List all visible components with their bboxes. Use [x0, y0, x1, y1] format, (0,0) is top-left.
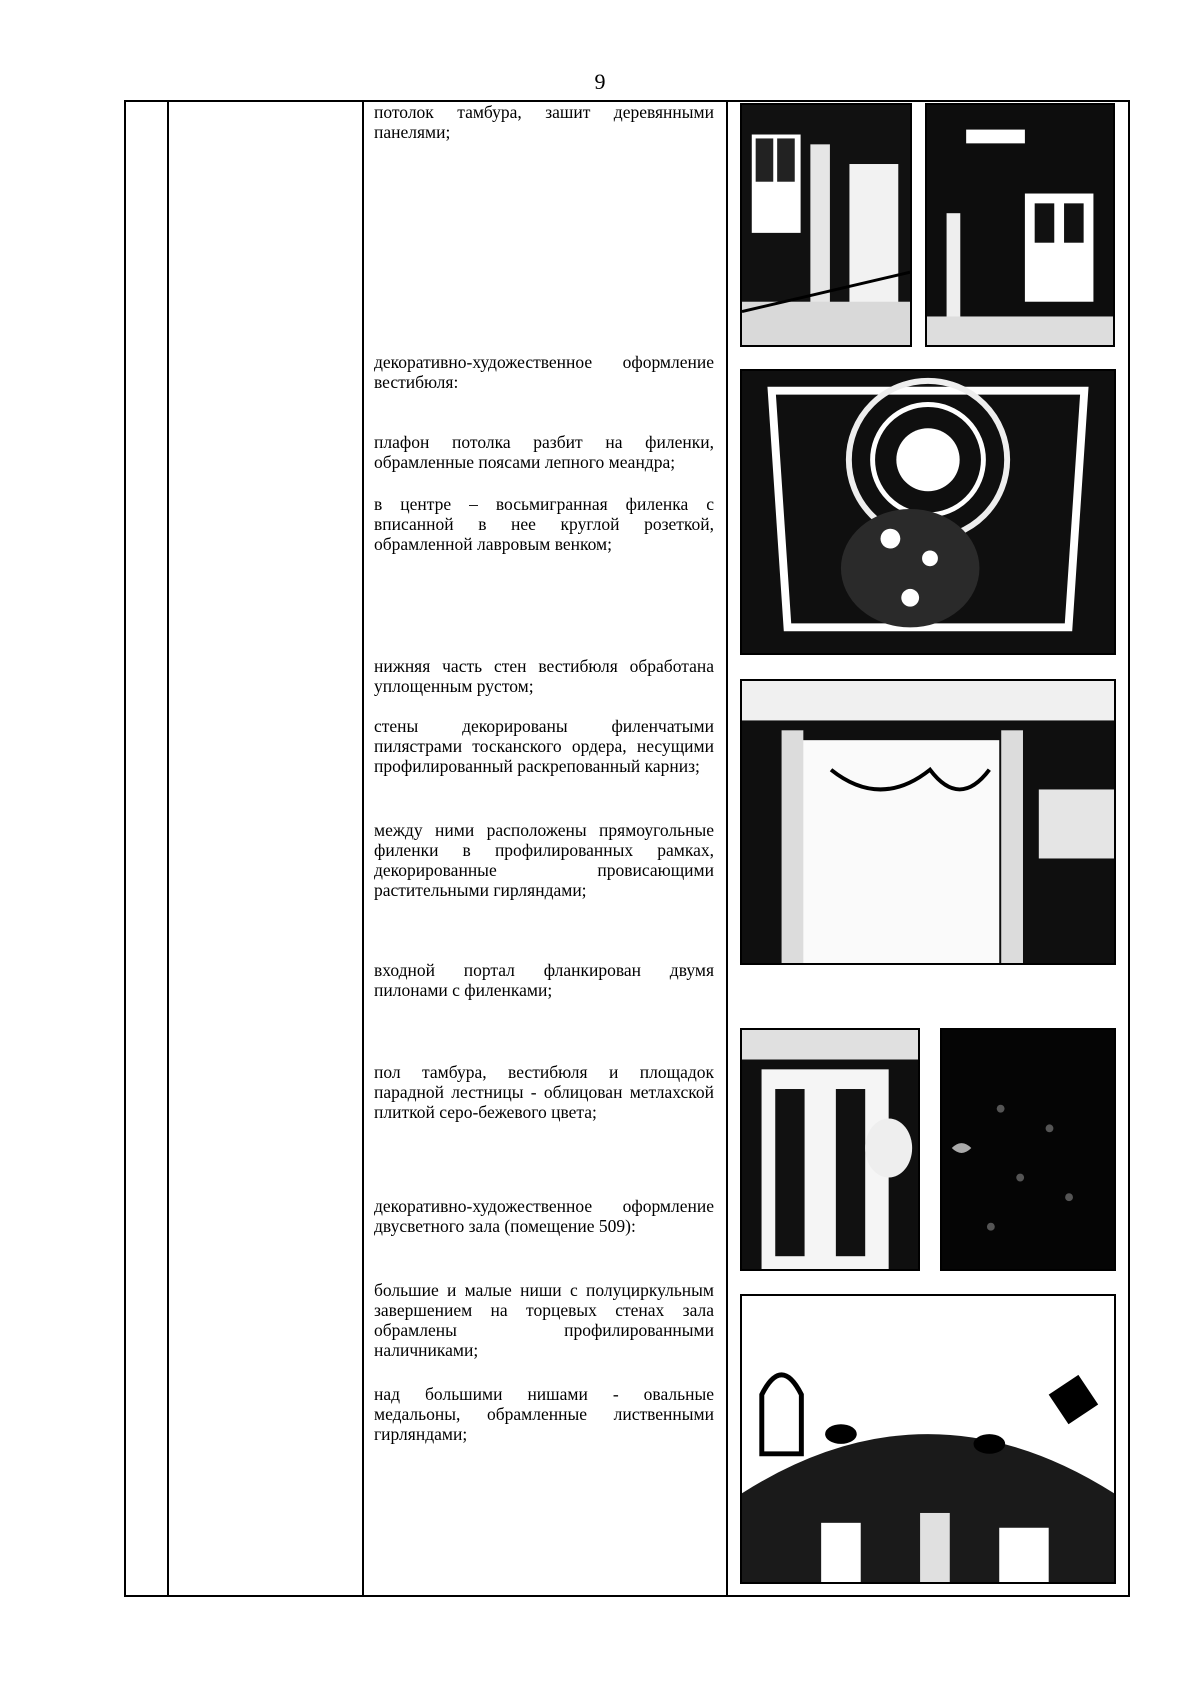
description-paragraph: входной портал фланкирован двумя пилонами с филенками; [374, 960, 714, 1000]
description-paragraph: декоративно-художественное оформление вестибюля: [374, 352, 714, 392]
description-paragraph: большие и малые ниши с полуциркульным завершением на торцевых стенах зала обрамлены профилированными наличниками; [374, 1280, 714, 1360]
photo-vestibule-door [740, 103, 912, 347]
photo-vestibule-corridor [925, 103, 1115, 347]
description-paragraph: потолок тамбура, зашит деревянными панелями; [374, 102, 714, 142]
photo-vestibule-ceiling-rosette [740, 369, 1116, 655]
description-paragraph: пол тамбура, вестибюля и площадок парадной лестницы - облицован метлахской плиткой серо-бежевого цвета; [374, 1062, 714, 1122]
description-paragraph: нижняя часть стен вестибюля обработана уплощенным рустом; [374, 656, 714, 696]
photo-vestibule-wall-panels [740, 679, 1116, 965]
description-paragraph: в центре – восьмигранная филенка с вписанной в нее круглой розеткой, обрамленной лавровым венком; [374, 494, 714, 554]
description-paragraph: стены декорированы филенчатыми пилястрами тосканского ордера, несущими профилированный раскрепованный карниз; [374, 716, 714, 776]
photo-tiled-floor [940, 1028, 1116, 1271]
column-divider [362, 102, 364, 1595]
photo-double-height-hall [740, 1294, 1116, 1584]
description-paragraph: декоративно-художественное оформление двусветного зала (помещение 509): [374, 1196, 714, 1236]
description-paragraph: между ними расположены прямоугольные филенки в профилированных рамках, декорированные провисающими растительными гирляндами; [374, 820, 714, 900]
description-paragraph: над большими нишами - овальные медальоны, обрамленные лиственными гирляндами; [374, 1384, 714, 1444]
photo-entrance-portal [740, 1028, 920, 1271]
column-divider [726, 102, 728, 1595]
page-number: 9 [594, 69, 606, 94]
description-paragraph: плафон потолка разбит на филенки, обрамленные поясами лепного меандра; [374, 432, 714, 472]
column-divider [167, 102, 169, 1595]
